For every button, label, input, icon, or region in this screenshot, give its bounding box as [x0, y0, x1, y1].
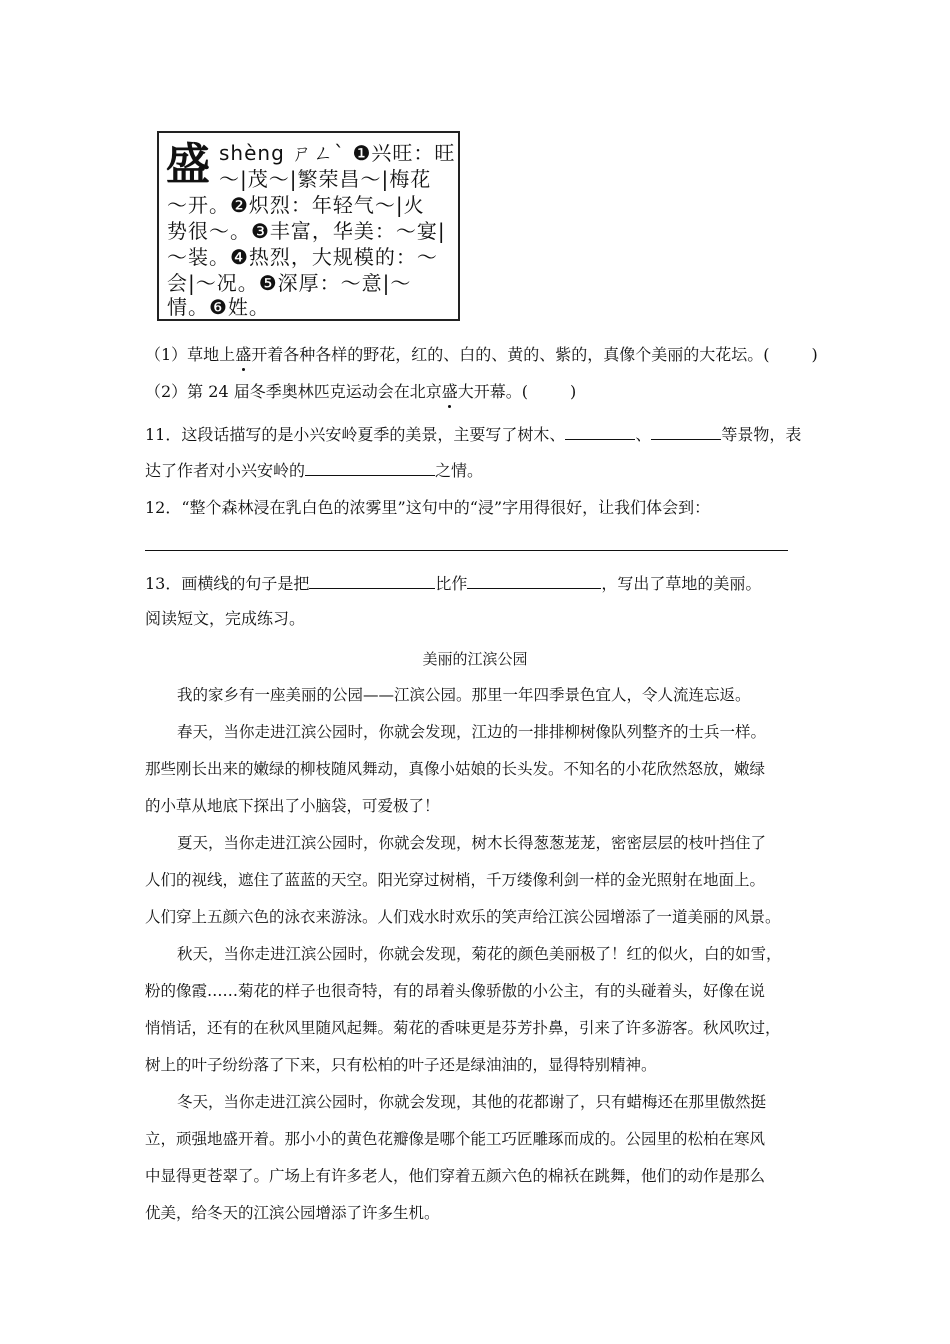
dictionary-entry-box [157, 131, 460, 321]
answer-line[interactable] [145, 550, 788, 551]
question-text: 等景物，表 [721, 425, 802, 444]
dictionary-line: ～开。❷炽烈：年轻气～|火 [167, 193, 425, 217]
article-line: 树上的叶子纷纷落了下来，只有松柏的叶子还是绿油油的，显得特别精神。 [145, 1056, 657, 1074]
answer-blank[interactable] [565, 424, 635, 440]
article-line: 人们的视线，遮住了蓝蓝的天空。阳光穿过树梢，千万缕像利剑一样的金光照射在地面上。 [145, 871, 766, 889]
article-line: 优美，给冬天的江滨公园增添了许多生机。 [145, 1204, 440, 1222]
question-13 [145, 573, 761, 594]
question-text: 开着各种各样的野花，红的、白的、黄的、紫的，真像个美丽的大花坛。( [251, 345, 770, 364]
dotted-character: 盛 [235, 345, 252, 364]
question-text: ，写出了草地的美丽。 [601, 574, 762, 593]
dotted-character: 盛 [441, 382, 458, 401]
question-text: （1）草地上 [145, 345, 236, 364]
answer-blank[interactable] [651, 424, 721, 440]
question-text: 达了作者对小兴安岭的 [145, 461, 306, 480]
article-line: 的小草从地底下探出了小脑袋，可爱极了！ [145, 797, 440, 815]
article-line: 立，顽强地盛开着。那小小的黄色花瓣像是哪个能工巧匠雕琢而成的。公园里的松柏在寒风 [145, 1130, 766, 1148]
question-text: 大开幕。( [457, 382, 528, 401]
article-line: 夏天，当你走进江滨公园时，你就会发现，树木长得葱葱茏茏，密密层层的枝叶挡住了 [177, 834, 767, 852]
dictionary-headword: 盛 [166, 139, 210, 190]
dictionary-line: ～装。❹热烈，大规模的：～ [167, 245, 438, 269]
reading-instruction: 阅读短文，完成练习。 [145, 609, 306, 628]
question-11-line-1 [145, 424, 801, 445]
answer-blank[interactable] [305, 460, 435, 476]
article-line: 悄悄话，还有的在秋风里随风起舞。菊花的香味更是芬芳扑鼻，引来了许多游客。秋风吹过， [145, 1019, 781, 1037]
article-line: 人们穿上五颜六色的泳衣来游泳。人们戏水时欢乐的笑声给江滨公园增添了一道美丽的风景。 [145, 908, 781, 926]
question-text: 比作 [435, 574, 468, 593]
question-12: 12．“整个森林浸在乳白色的浓雾里”这句中的“浸”字用得很好，让我们体会到： [145, 498, 711, 517]
question-10-1 [145, 345, 818, 365]
article-line: 秋天，当你走进江滨公园时，你就会发现，菊花的颜色美丽极了！红的似火，白的如雪， [177, 945, 782, 963]
close-paren: ) [569, 382, 577, 401]
article-title: 美丽的江滨公园 [422, 650, 528, 668]
question-text: 、 [635, 425, 652, 444]
answer-blank[interactable] [309, 573, 435, 589]
dictionary-line: ～|茂～|繁荣昌～|梅花 [219, 167, 432, 191]
answer-blank[interactable] [467, 573, 601, 589]
article-line: 中显得更苍翠了。广场上有许多老人，他们穿着五颜六色的棉袄在跳舞，他们的动作是那么 [145, 1167, 766, 1185]
dictionary-line: shèng ㄕㄥˋ ❶兴旺：旺 [219, 141, 456, 165]
dictionary-line: 情。❻姓。 [167, 295, 270, 319]
question-text: 13．画横线的句子是把 [145, 574, 310, 593]
article-line: 粉的像霞……菊花的样子也很奇特，有的昂着头像骄傲的小公主，有的头碰着头，好像在说 [145, 982, 766, 1000]
dictionary-line: 势很～。❸丰富，华美：～宴| [167, 219, 446, 243]
article-line: 那些刚长出来的嫩绿的柳枝随风舞动，真像小姑娘的长头发。不知名的小花欣然怒放，嫩绿 [145, 760, 766, 778]
question-11-line-2 [145, 460, 483, 481]
question-text: 11．这段话描写的是小兴安岭夏季的美景，主要写了树木、 [145, 425, 566, 444]
dictionary-line: 会|～况。❺深厚：～意|～ [167, 271, 412, 295]
question-text: （2）第 24 届冬季奥林匹克运动会在北京 [145, 382, 442, 401]
article-line: 春天，当你走进江滨公园时，你就会发现，江边的一排排柳树像队列整齐的士兵一样。 [177, 723, 767, 741]
article-line: 冬天，当你走进江滨公园时，你就会发现，其他的花都谢了，只有蜡梅还在那里傲然挺 [177, 1093, 767, 1111]
close-paren: ) [811, 345, 818, 364]
article-line: 我的家乡有一座美丽的公园——江滨公园。那里一年四季景色宜人，令人流连忘返。 [177, 686, 751, 704]
question-text: 之情。 [435, 461, 484, 480]
question-10-2 [145, 382, 576, 402]
